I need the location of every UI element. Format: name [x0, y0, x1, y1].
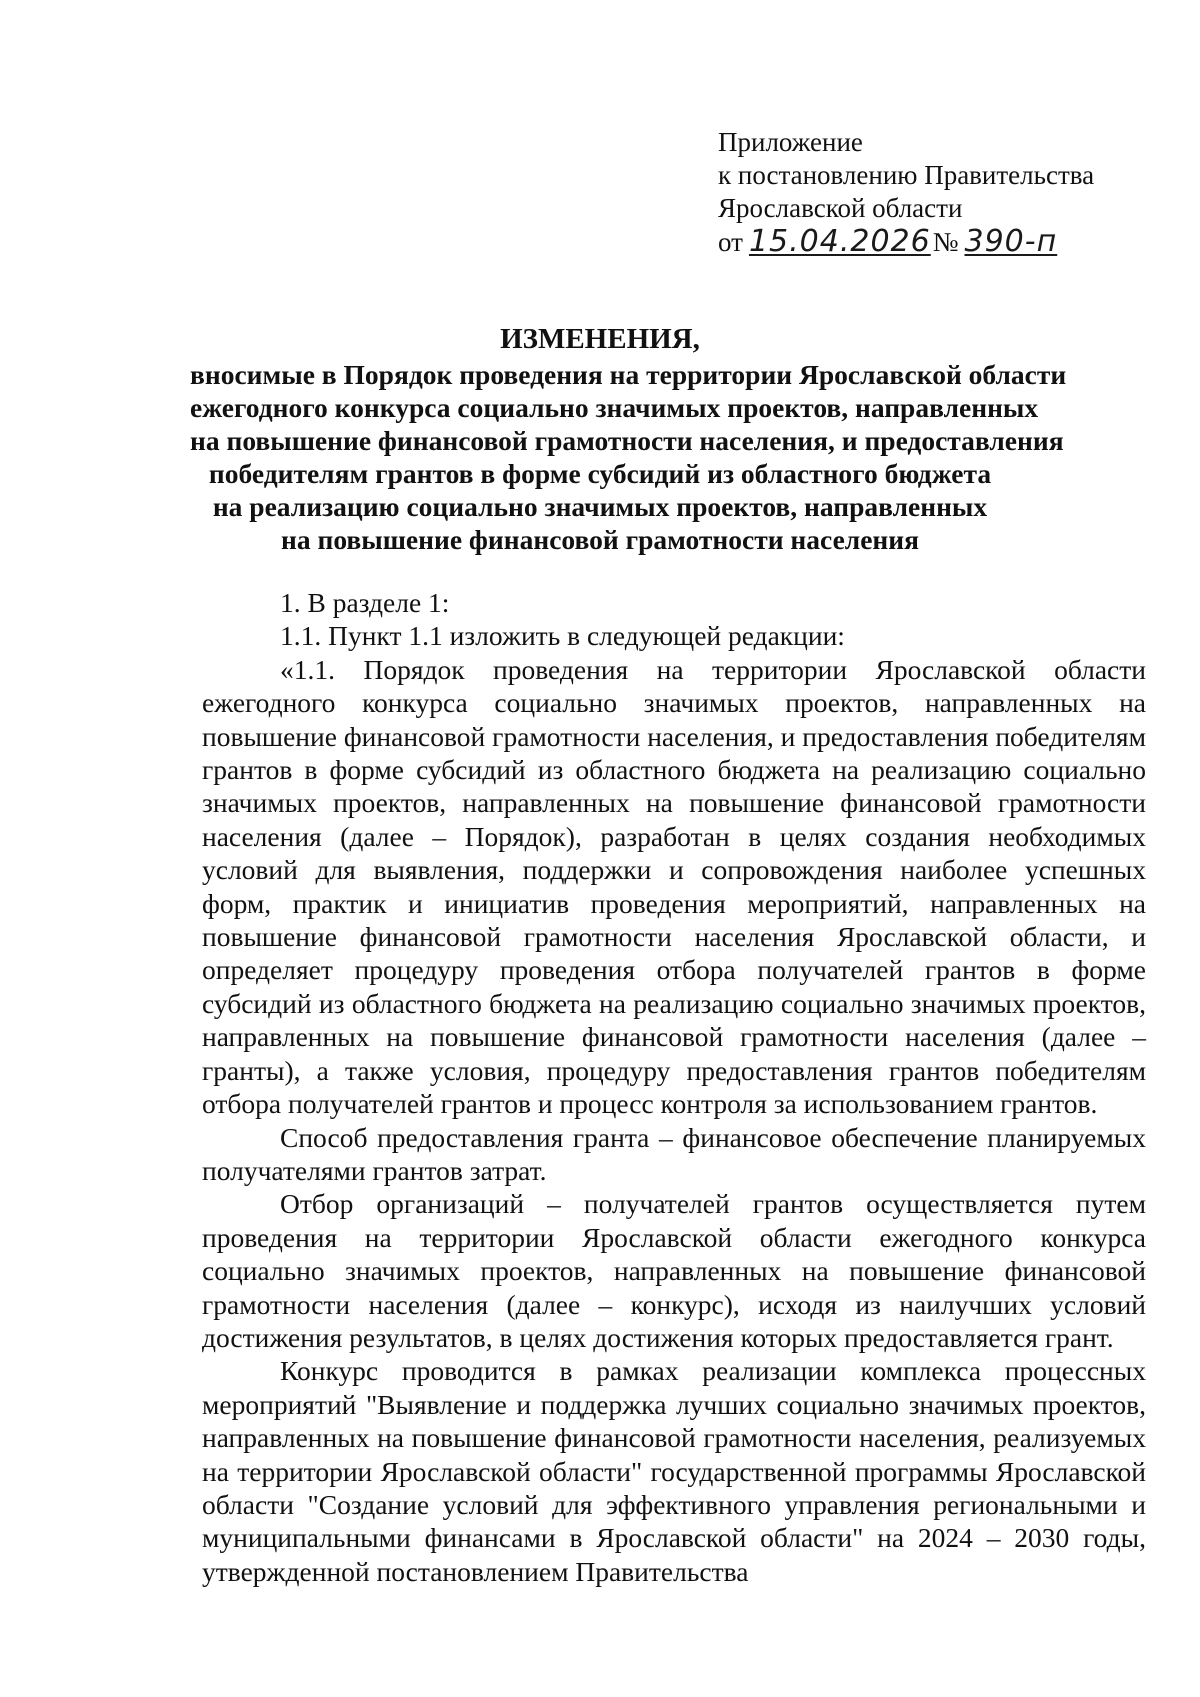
- handwritten-date: 15.04.2026: [748, 224, 931, 259]
- appendix-date-line: [718, 225, 1094, 259]
- body-paragraph: Отбор организаций – получателей грантов осуществляется путем проведения на территории Ярославской области ежегодного конкурса социально значимых проектов, направленных на повышение финансовой грамотности населения (далее – конкурс), исходя из наилучших условий достижения результатов, в целях достижения которых предоставляется грант.: [202, 1188, 1146, 1353]
- document-body: [202, 586, 1146, 1588]
- appendix-title: Приложение: [718, 127, 863, 157]
- date-prefix: от: [718, 227, 743, 257]
- heading-line: на повышение финансовой грамотности населения: [281, 524, 919, 555]
- body-paragraph: Способ предоставления гранта – финансовое обеспечение планируемых получателями грантов затрат.: [202, 1121, 1146, 1186]
- appendix-region: Ярославской области: [718, 193, 963, 223]
- number-sign: №: [932, 227, 959, 257]
- heading-line: на реализацию социально значимых проектов, направленных: [212, 491, 988, 522]
- appendix-block: [718, 126, 1094, 259]
- body-paragraph: «1.1. Порядок проведения на территории Ярославской области ежегодного конкурса социально значимых проектов, направленных на повышение финансовой грамотности населения, и предоставления победителям грантов в форме субсидий из областного бюджета на реализацию социально значимых проектов, направленных на повышение финансовой грамотности населения (далее – Порядок), разработан в целях создания необходимых условий для выявления, поддержки и сопровождения наиболее успешных форм, практик и инициатив проведения мероприятий, направленных на повышение финансовой грамотности населения Ярославской области, и определяет процедуру проведения отбора получателей грантов в форме субсидий из областного бюджета на реализацию социально значимых проектов, направленных на повышение финансовой грамотности населения (далее – гранты), а также условия, процедуру предоставления грантов победителям отбора получателей грантов и процесс контроля за использованием грантов.: [202, 653, 1146, 1120]
- body-paragraph: Конкурс проводится в рамках реализации комплекса процессных мероприятий "Выявление и поддержка лучших социально значимых проектов, направленных на повышение финансовой грамотности населения, реализуемых на территории Ярославской области" государственной программы Ярославской области "Создание условий для эффективного управления региональными и муниципальными финансами в Ярославской области" на 2024 – 2030 годы, утвержденной постановлением Правительства: [202, 1355, 1146, 1587]
- heading-line: ежегодного конкурса социально значимых проектов, направленных: [190, 392, 1039, 423]
- document-heading: [190, 323, 1067, 556]
- handwritten-number: 390-п: [964, 224, 1058, 259]
- heading-line: вносимые в Порядок проведения на территории Ярославской области: [190, 359, 1067, 390]
- body-paragraph: 1.1. Пункт 1.1 изложить в следующей редакции:: [280, 620, 845, 652]
- heading-line: победителям грантов в форме субсидий из областного бюджета: [208, 458, 992, 489]
- heading-title: ИЗМЕНЕНИЯ,: [500, 323, 700, 355]
- body-paragraph: 1. В разделе 1:: [280, 587, 450, 618]
- heading-line: на повышение финансовой грамотности населения, и предоставления: [190, 425, 1064, 456]
- appendix-resolution: к постановлению Правительства: [718, 160, 1095, 190]
